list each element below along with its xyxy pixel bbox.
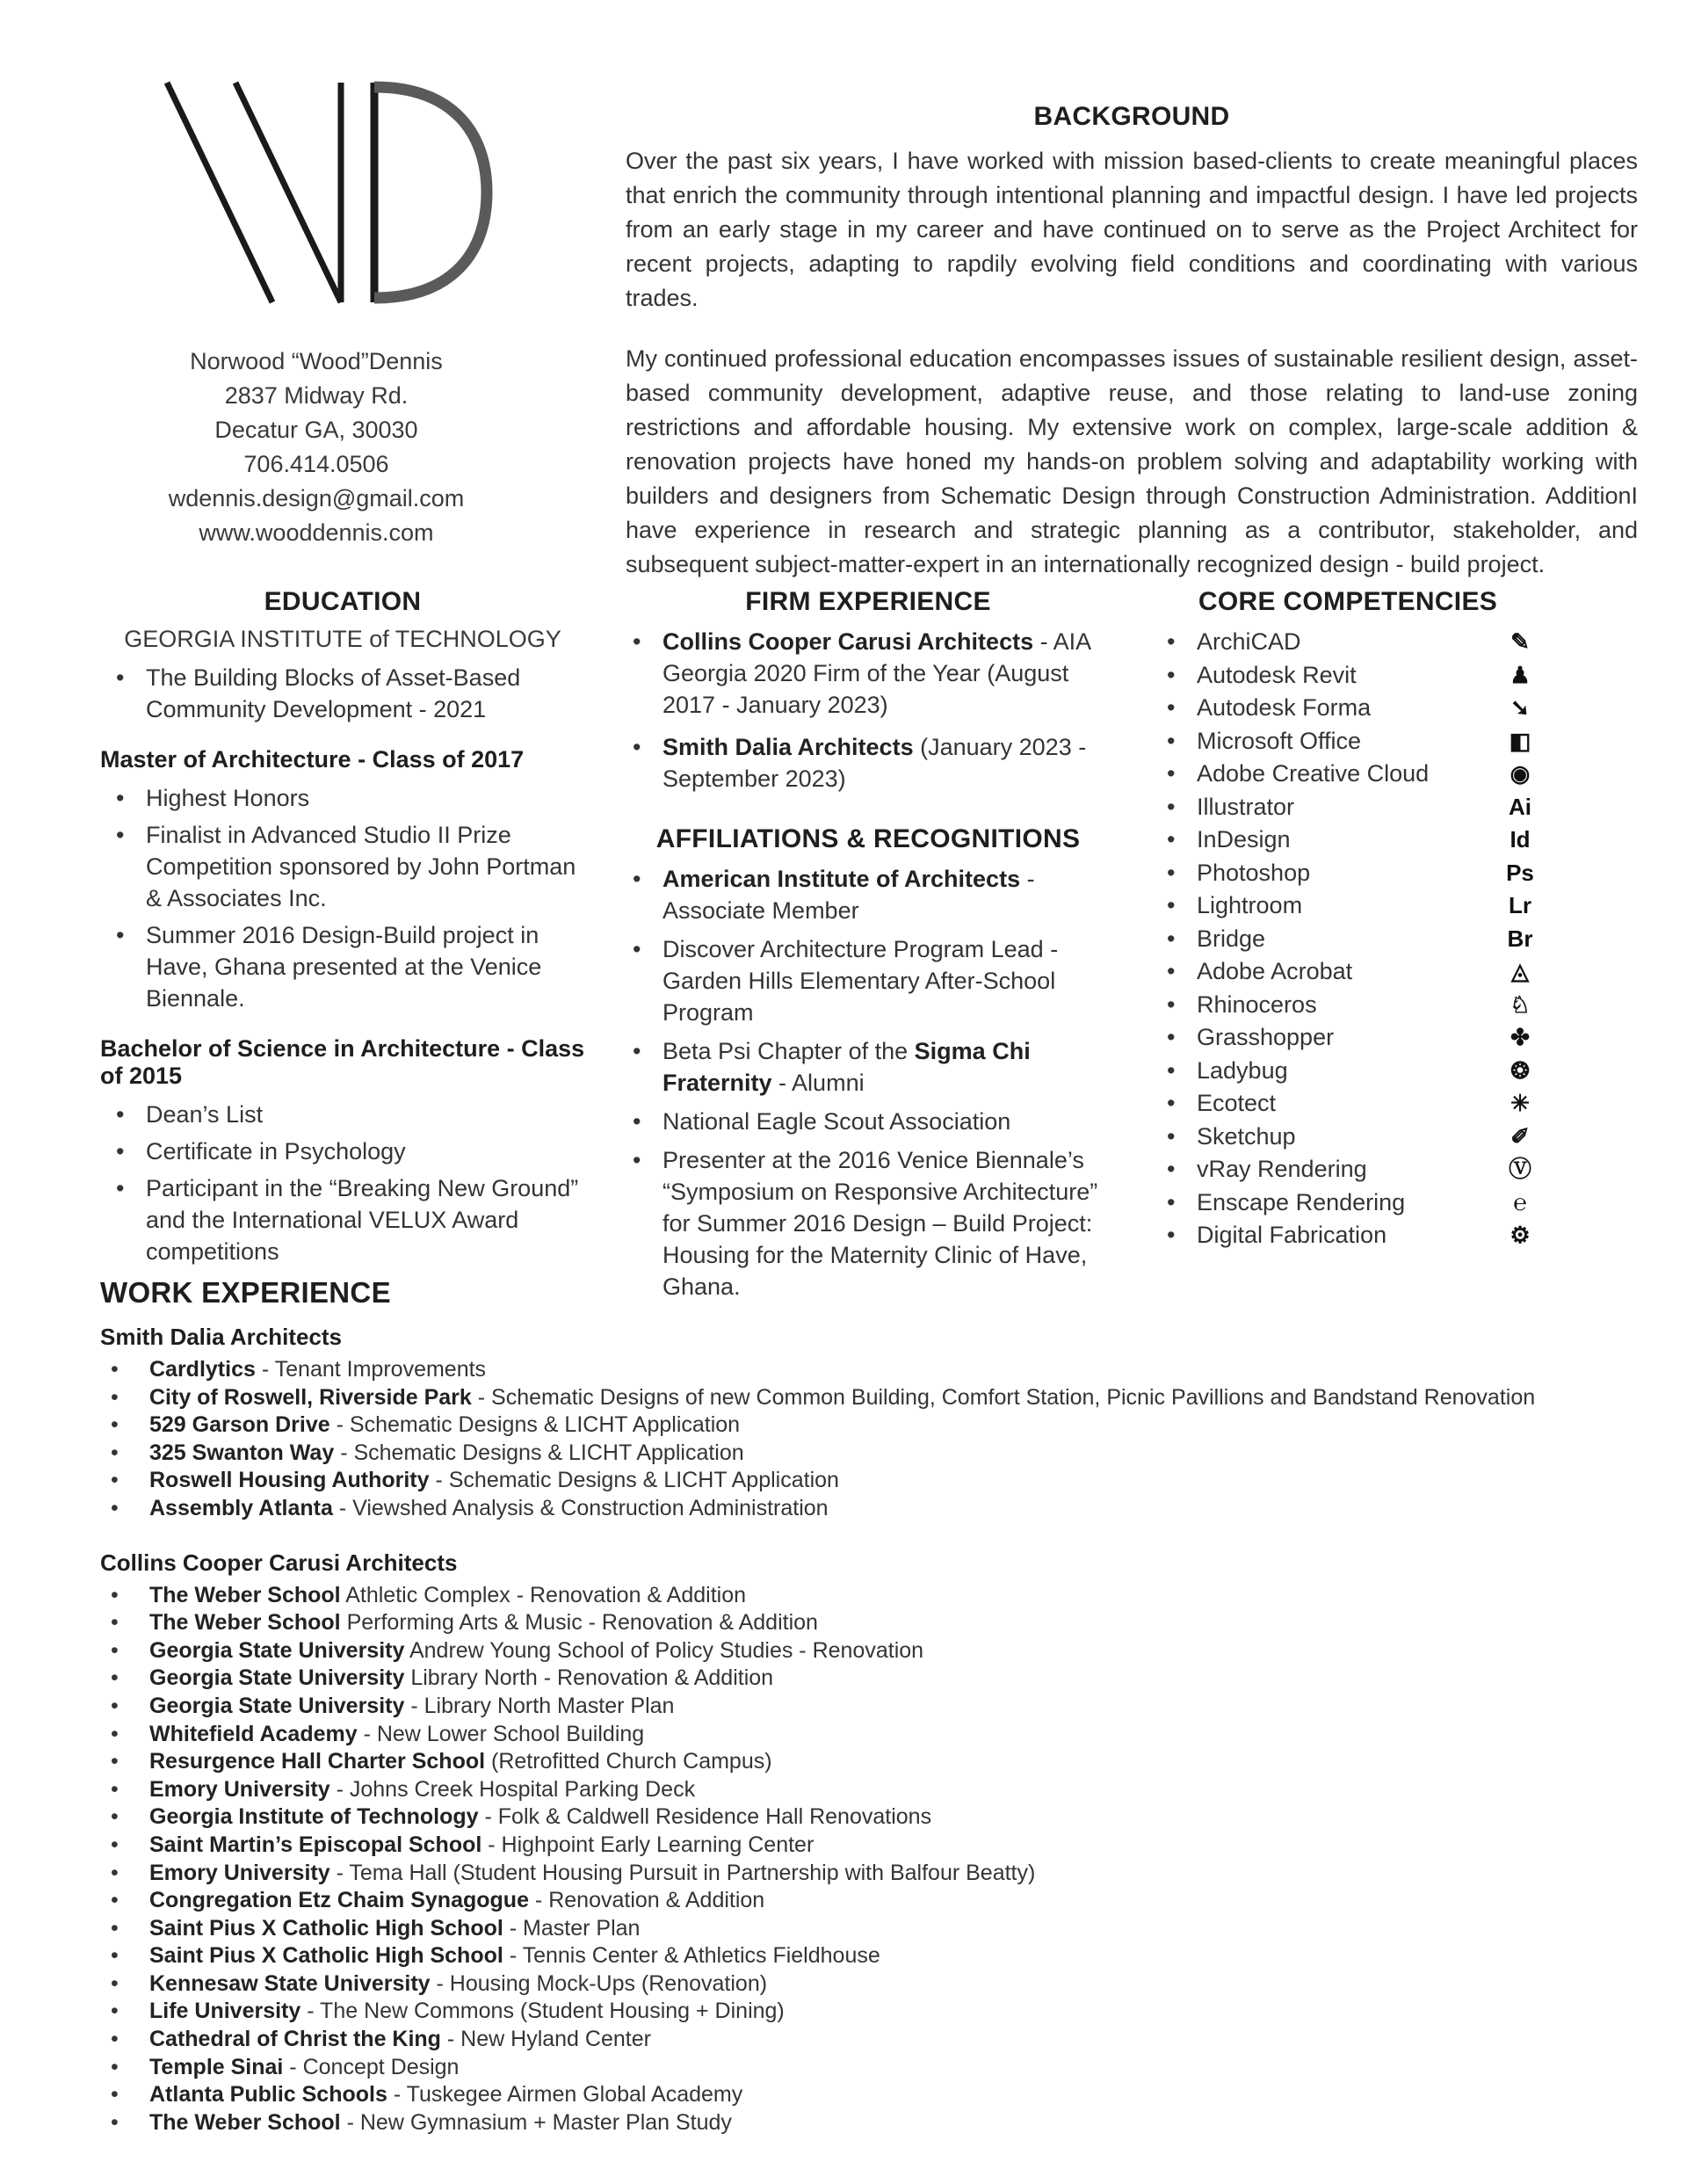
competency-label: • Sketchup xyxy=(1197,1122,1296,1150)
project-item xyxy=(100,1860,1636,1888)
background-paragraph-1: Over the past six years, I have worked with mission based-clients to create meaningful places that enrich the community through intentional planning and impactful design. I have led projects from an early stage in my career and have continued on to serve as the Project Architect for recent projects, adapting to rapdily evolving field conditions and coordinating with various trades. xyxy=(626,148,1638,311)
contact-name: Norwood “Wood”Dennis xyxy=(190,348,443,374)
project-item xyxy=(100,1582,1636,1610)
project-description-text: Library North - Renovation & Addition xyxy=(404,1665,774,1691)
competency-item xyxy=(1153,1087,1543,1121)
education-item xyxy=(100,919,585,1014)
project-description-text: - Folk & Caldwell Residence Hall Renovations xyxy=(478,1804,932,1830)
vray-icon: Ⓥ xyxy=(1508,1156,1531,1182)
contact-block xyxy=(123,345,510,550)
competency-item xyxy=(1153,659,1543,693)
project-description-text: Performing Arts & Music - Renovation & Addition xyxy=(340,1610,818,1636)
project-item xyxy=(100,1942,1636,1970)
project-item xyxy=(100,2054,1636,2082)
degree-title-bachelors: Bachelor of Science in Architecture - Class of 2015 xyxy=(100,1035,585,1089)
item-text: - Associate Member xyxy=(662,866,1035,924)
project-name-text: Georgia State University xyxy=(149,1665,405,1691)
project-item xyxy=(100,2109,1636,2137)
item-text: Certificate in Psychology xyxy=(146,1138,406,1165)
lightroom-icon: Lr xyxy=(1509,892,1531,918)
project-description-text: - Housing Mock-Ups (Renovation) xyxy=(430,1970,768,1996)
archicad-icon: ✎ xyxy=(1510,628,1530,655)
project-name-text: Saint Pius X Catholic High School xyxy=(149,1915,503,1941)
affiliations-list xyxy=(617,863,1119,1302)
project-description-text: - Tennis Center & Athletics Fieldhouse xyxy=(503,1943,880,1969)
item-text: Highest Honors xyxy=(146,785,310,811)
competency-label: • Digital Fabrication xyxy=(1197,1222,1387,1248)
competency-label: • vRay Rendering xyxy=(1197,1156,1367,1182)
competency-item xyxy=(1153,758,1543,791)
education-heading: EDUCATION xyxy=(264,587,422,616)
competency-item xyxy=(1153,1121,1543,1154)
project-name-text: City of Roswell, Riverside Park xyxy=(149,1384,472,1410)
firm-experience-list xyxy=(617,626,1119,795)
project-name-text: Georgia State University xyxy=(149,1637,405,1663)
education-item xyxy=(100,662,585,725)
affiliation-item xyxy=(617,1035,1119,1099)
project-description-text: - Tenant Improvements xyxy=(255,1357,487,1382)
affiliation-item xyxy=(617,1106,1119,1137)
project-name-text: Emory University xyxy=(149,1776,330,1802)
autodesk-revit-icon: ♟ xyxy=(1510,661,1531,688)
project-description-text: - Concept Design xyxy=(283,2054,460,2079)
project-description-text: Athletic Complex - Renovation & Addition xyxy=(340,1582,747,1607)
project-name-text: Temple Sinai xyxy=(149,2054,284,2079)
competency-label: • Ladybug xyxy=(1197,1056,1288,1084)
item-text: Participant in the “Breaking New Ground” and the International VELUX Award competitions xyxy=(146,1175,579,1265)
contact-address-line2: Decatur GA, 30030 xyxy=(214,417,418,443)
competency-item xyxy=(1153,626,1543,659)
competency-item xyxy=(1153,1153,1543,1186)
competency-item xyxy=(1153,857,1543,890)
firm-experience-section xyxy=(617,587,1119,1310)
project-description-text: - New Lower School Building xyxy=(357,1721,645,1746)
project-item xyxy=(100,1748,1636,1776)
firm-experience-heading: FIRM EXPERIENCE xyxy=(745,587,991,616)
bachelors-list xyxy=(100,1099,585,1267)
project-description-text: Andrew Young School of Policy Studies - Renovation xyxy=(404,1637,924,1663)
education-item xyxy=(100,1099,585,1130)
competency-item xyxy=(1153,955,1543,989)
project-description-text: - New Gymnasium + Master Plan Study xyxy=(340,2109,732,2135)
project-name-text: Georgia State University xyxy=(149,1693,405,1718)
project-name-text: Cathedral of Christ the King xyxy=(149,2027,441,2052)
core-competencies-section xyxy=(1153,587,1543,1252)
project-item xyxy=(100,2026,1636,2054)
item-text: - Alumni xyxy=(771,1070,865,1096)
project-description-text: - Renovation & Addition xyxy=(528,1888,765,1913)
item-bold-text: American Institute of Architects xyxy=(662,866,1021,892)
item-text: National Eagle Scout Association xyxy=(662,1108,1011,1135)
project-name-text: 529 Garson Drive xyxy=(149,1412,330,1438)
project-name-text: Saint Martin’s Episcopal School xyxy=(149,1832,482,1857)
degree-title-masters: Master of Architecture - Class of 2017 xyxy=(100,746,525,773)
project-item xyxy=(100,2081,1636,2109)
item-text: (January 2023 - September 2023) xyxy=(662,734,1087,792)
autodesk-forma-icon: ➘ xyxy=(1510,694,1530,721)
education-item xyxy=(100,1172,585,1267)
project-name-text: Saint Pius X Catholic High School xyxy=(149,1943,503,1969)
competency-label: • Adobe Creative Cloud xyxy=(1197,760,1430,787)
competency-label: • Ecotect xyxy=(1197,1090,1277,1116)
microsoft-office-icon: ◧ xyxy=(1509,727,1531,754)
project-description-text: - The New Commons (Student Housing + Dining) xyxy=(300,1999,785,2024)
bridge-icon: Br xyxy=(1507,925,1533,952)
education-school-name: GEORGIA INSTITUTE of TECHNOLOGY xyxy=(124,626,561,652)
competency-label: • Adobe Acrobat xyxy=(1197,958,1353,984)
competency-item xyxy=(1153,1055,1543,1088)
smith-dalia-project-list xyxy=(100,1356,1636,1523)
illustrator-icon: Ai xyxy=(1509,793,1531,820)
project-description-text: - Master Plan xyxy=(503,1915,641,1941)
enscape-icon: ℮ xyxy=(1513,1188,1527,1215)
background-paragraph-2: My continued professional education encompasses issues of sustainable resilient design, asset-based community development, adaptive reuse, and those relating to land-use zoning restrictions and affordable housing. My extensive work on complex, large-scale addition & renovation projects have honed my hands-on problem solving and adaptability working with builders and designers from Schematic Design through Construction Administration. AdditionI have experience in research and strategic planning as a contributor, stakeholder, and subsequent subject-matter-expert in an internationally recognized design - build project. xyxy=(626,345,1638,577)
work-group-collins-cooper-carusi xyxy=(100,1549,1636,2137)
project-name-text: Georgia Institute of Technology xyxy=(149,1804,479,1830)
project-name-text: Atlanta Public Schools xyxy=(149,2082,387,2108)
competency-item xyxy=(1153,692,1543,725)
firm-experience-item xyxy=(617,626,1119,721)
project-item xyxy=(100,1693,1636,1721)
competency-item xyxy=(1153,791,1543,824)
item-text: The Building Blocks of Asset-Based Community Development - 2021 xyxy=(146,664,521,722)
education-item xyxy=(100,782,585,814)
core-competencies-list xyxy=(1153,626,1543,1252)
firm-name-text: Collins Cooper Carusi Architects xyxy=(662,628,1034,655)
firm-name-text: Smith Dalia Architects xyxy=(662,734,914,760)
project-item xyxy=(100,1665,1636,1693)
project-item xyxy=(100,1776,1636,1804)
project-item xyxy=(100,1411,1636,1440)
competency-label: • Photoshop xyxy=(1197,859,1311,886)
affiliations-heading: AFFILIATIONS & RECOGNITIONS xyxy=(655,824,1081,853)
competency-item xyxy=(1153,989,1543,1022)
project-item xyxy=(100,1721,1636,1749)
adobe-creative-cloud-icon: ◉ xyxy=(1510,760,1531,787)
competency-label: • Microsoft Office xyxy=(1197,727,1362,754)
work-group-smith-dalia xyxy=(100,1324,1636,1523)
competency-label: • Grasshopper xyxy=(1197,1024,1335,1050)
competency-label: • InDesign xyxy=(1197,826,1291,853)
project-name-text: Resurgence Hall Charter School xyxy=(149,1749,486,1774)
contact-phone: 706.414.0506 xyxy=(243,451,389,477)
project-name-text: 325 Swanton Way xyxy=(149,1440,335,1465)
contact-website[interactable]: www.wooddennis.com xyxy=(199,519,434,546)
competency-label: • Illustrator xyxy=(1197,793,1295,820)
project-item xyxy=(100,1384,1636,1412)
competency-item xyxy=(1153,1021,1543,1055)
item-text: Finalist in Advanced Studio II Prize Competition sponsored by John Portman & Associates Inc. xyxy=(146,822,576,911)
project-name-text: Life University xyxy=(149,1999,301,2024)
digital-fabrication-icon: ⚙ xyxy=(1510,1222,1531,1248)
competency-label: • ArchiCAD xyxy=(1197,628,1301,655)
adobe-acrobat-icon: ◬ xyxy=(1511,958,1529,984)
project-name-text: Assembly Atlanta xyxy=(149,1495,333,1520)
project-item xyxy=(100,1832,1636,1860)
work-experience-heading: WORK EXPERIENCE xyxy=(100,1276,391,1309)
indesign-icon: Id xyxy=(1510,826,1531,853)
education-school-list xyxy=(100,662,585,725)
project-item xyxy=(100,1356,1636,1384)
project-item xyxy=(100,1887,1636,1915)
project-description-text: - Johns Creek Hospital Parking Deck xyxy=(329,1776,696,1802)
competency-label: • Bridge xyxy=(1197,925,1266,952)
project-name-text: Kennesaw State University xyxy=(149,1970,431,1996)
project-item xyxy=(100,1998,1636,2026)
project-description-text: (Retrofitted Church Campus) xyxy=(485,1749,772,1774)
education-section xyxy=(100,587,585,1273)
competency-label: • Autodesk Forma xyxy=(1197,694,1372,721)
competency-item xyxy=(1153,923,1543,956)
project-description-text: - Tema Hall (Student Housing Pursuit in Partnership with Balfour Beatty) xyxy=(329,1860,1036,1885)
competency-label: • Autodesk Revit xyxy=(1197,661,1357,688)
work-experience-section xyxy=(100,1276,1636,2137)
project-name-text: Whitefield Academy xyxy=(149,1721,358,1746)
ladybug-icon: ❂ xyxy=(1510,1056,1530,1084)
project-name-text: Cardlytics xyxy=(149,1357,256,1382)
competency-label: • Rhinoceros xyxy=(1197,990,1317,1018)
project-item xyxy=(100,1803,1636,1832)
competency-item xyxy=(1153,725,1543,758)
core-competencies-heading: CORE COMPETENCIES xyxy=(1198,587,1498,616)
item-text: Beta Psi Chapter of the xyxy=(662,1038,915,1064)
item-text: - AIA Georgia 2020 Firm of the Year (August 2017 - January 2023) xyxy=(662,628,1090,718)
ecotect-icon: ✳ xyxy=(1510,1090,1530,1116)
affiliation-item xyxy=(617,933,1119,1028)
education-item xyxy=(100,819,585,914)
firm-experience-item xyxy=(617,731,1119,795)
project-description-text: - Schematic Designs of new Common Building, Comfort Station, Picnic Pavillions and Bandstand Renovation xyxy=(471,1384,1536,1410)
competency-label: • Lightroom xyxy=(1197,892,1303,918)
item-text: Summer 2016 Design-Build project in Have, Ghana presented at the Venice Biennale. xyxy=(146,922,542,1012)
contact-address-line1: 2837 Midway Rd. xyxy=(224,382,409,409)
grasshopper-icon: ✤ xyxy=(1510,1024,1530,1050)
competency-item xyxy=(1153,824,1543,857)
project-name-text: Roswell Housing Authority xyxy=(149,1468,430,1493)
project-description-text: - Tuskegee Airmen Global Academy xyxy=(387,2082,743,2108)
background-heading: BACKGROUND xyxy=(1033,102,1230,131)
project-name-text: Congregation Etz Chaim Synagogue xyxy=(149,1888,529,1913)
sketchup-icon: ✐ xyxy=(1510,1122,1530,1150)
competency-item xyxy=(1153,889,1543,923)
wd-monogram-logo xyxy=(156,77,525,308)
work-firm-name: Smith Dalia Architects xyxy=(100,1324,343,1350)
affiliation-item xyxy=(617,863,1119,926)
project-item xyxy=(100,1915,1636,1943)
background-section xyxy=(626,102,1638,582)
competency-item xyxy=(1153,1186,1543,1220)
project-description-text: - Library North Master Plan xyxy=(404,1693,675,1718)
work-firm-name: Collins Cooper Carusi Architects xyxy=(100,1549,458,1576)
masters-list xyxy=(100,782,585,1014)
project-item xyxy=(100,1970,1636,1999)
project-description-text: - Highpoint Early Learning Center xyxy=(481,1832,815,1857)
contact-email[interactable]: wdennis.design@gmail.com xyxy=(168,485,465,512)
project-name-text: The Weber School xyxy=(149,1610,341,1636)
project-description-text: - New Hyland Center xyxy=(440,2027,651,2052)
item-text: Presenter at the 2016 Venice Biennale’s “Symposium on Responsive Architecture” for Summer 2016 Design – Build Project: Housing for the Maternity Clinic of Have, Ghana. xyxy=(662,1147,1098,1300)
item-bold-text: Sigma Chi Fraternity xyxy=(662,1038,1031,1096)
project-item xyxy=(100,1495,1636,1523)
project-item xyxy=(100,1467,1636,1495)
project-description-text: - Schematic Designs & LICHT Application xyxy=(429,1468,839,1493)
project-item xyxy=(100,1609,1636,1637)
collins-cooper-carusi-project-list xyxy=(100,1582,1636,2137)
project-name-text: The Weber School xyxy=(149,2109,341,2135)
item-text: Discover Architecture Program Lead - Garden Hills Elementary After-School Program xyxy=(662,936,1059,1026)
rhinoceros-icon: ♘ xyxy=(1510,990,1531,1018)
project-description-text: - Viewshed Analysis & Construction Administration xyxy=(332,1495,829,1520)
item-text: Dean’s List xyxy=(146,1101,264,1128)
project-item xyxy=(100,1637,1636,1665)
competency-label: • Enscape Rendering xyxy=(1197,1188,1406,1215)
project-item xyxy=(100,1440,1636,1468)
project-name-text: Emory University xyxy=(149,1860,330,1885)
project-name-text: The Weber School xyxy=(149,1582,341,1607)
photoshop-icon: Ps xyxy=(1506,859,1534,886)
project-description-text: - Schematic Designs & LICHT Application xyxy=(334,1440,744,1465)
project-description-text: - Schematic Designs & LICHT Application xyxy=(329,1412,741,1438)
education-item xyxy=(100,1136,585,1167)
competency-item xyxy=(1153,1219,1543,1252)
